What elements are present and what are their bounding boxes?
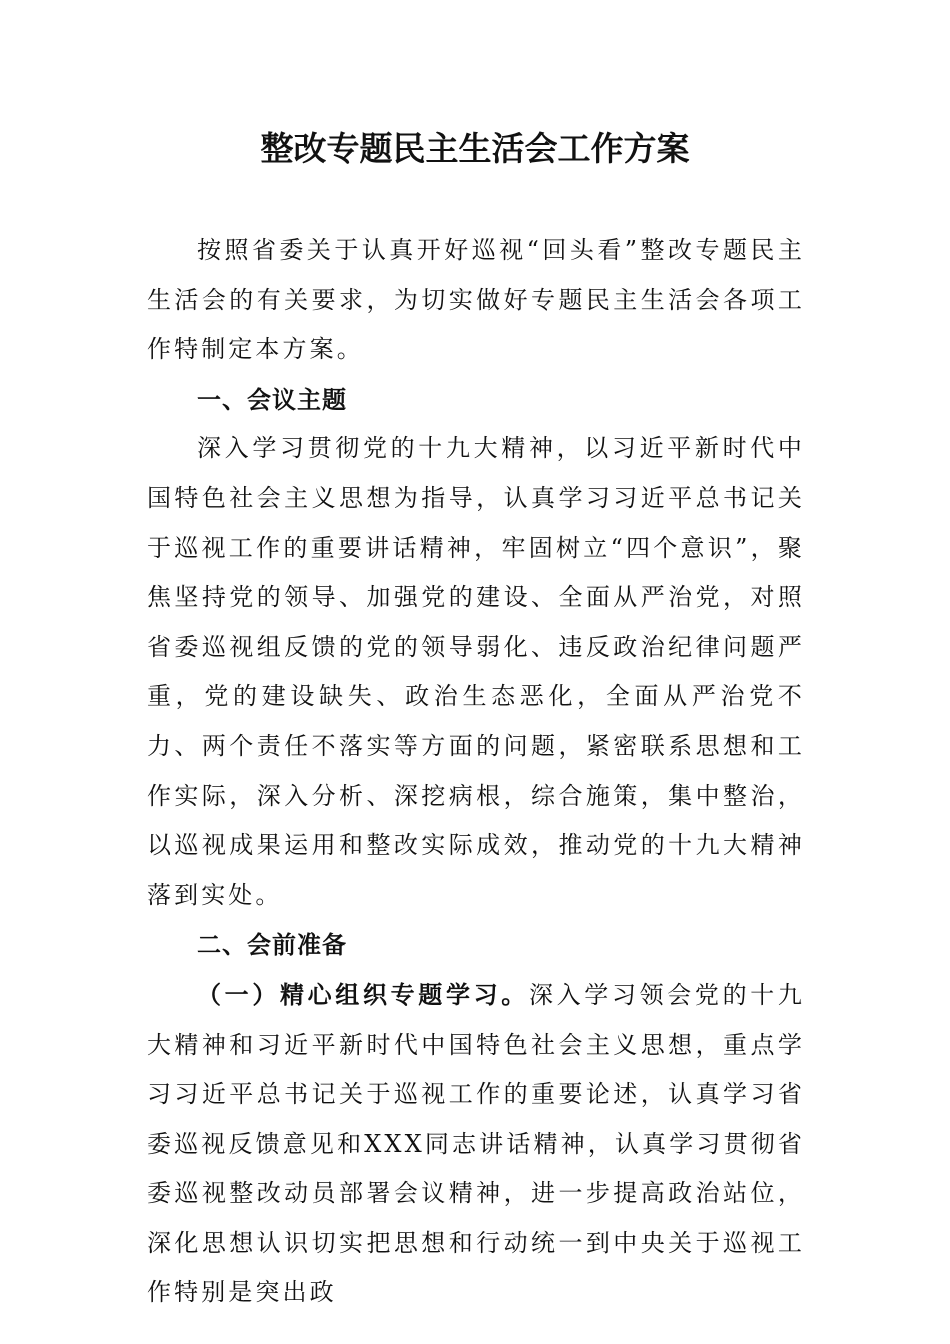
intro-paragraph: 按照省委关于认真开好巡视“回头看”整改专题民主生活会的有关要求，为切实做好专题民主生活会各项工作特制定本方案。	[147, 236, 805, 364]
item-1-text: 深入学习领会党的十九大精神和习近平新时代中国特色社会主义思想，重点学习习近平总书记关于巡视工作的重要论述，认真学习省委巡视反馈意见和XXX同志讲话精神，认真学习贯彻省委巡视整改动员部署会议精神，进一步提高政治站位，深化思想认识切实把思想和行动统一到中央关于巡视工作特别是突出政	[147, 980, 806, 1307]
section-1-heading: 一、会议主题	[197, 384, 347, 414]
section-2-heading: 二、会前准备	[197, 930, 347, 960]
item-1-lead: （一）精心组织专题学习。	[197, 979, 529, 1009]
section-2-item-1-paragraph	[147, 970, 805, 1318]
document-body	[147, 226, 805, 1318]
section-1-paragraph: 深入学习贯彻党的十九大精神，以习近平新时代中国特色社会主义思想为指导，认真学习习近平总书记关于巡视工作的重要讲话精神，牢固树立“四个意识”，聚焦坚持党的领导、加强党的建设、全面从严治党，对照省委巡视组反馈的党的领导弱化、违反政治纪律问题严重，党的建设缺失、政治生态恶化，全面从严治党不力、两个责任不落实等方面的问题，紧密联系思想和工作实际，深入分析、深挖病根，综合施策，集中整治，以巡视成果运用和整改实际成效，推动党的十九大精神落到实处。	[147, 434, 805, 909]
document-title: 整改专题民主生活会工作方案	[260, 129, 690, 168]
